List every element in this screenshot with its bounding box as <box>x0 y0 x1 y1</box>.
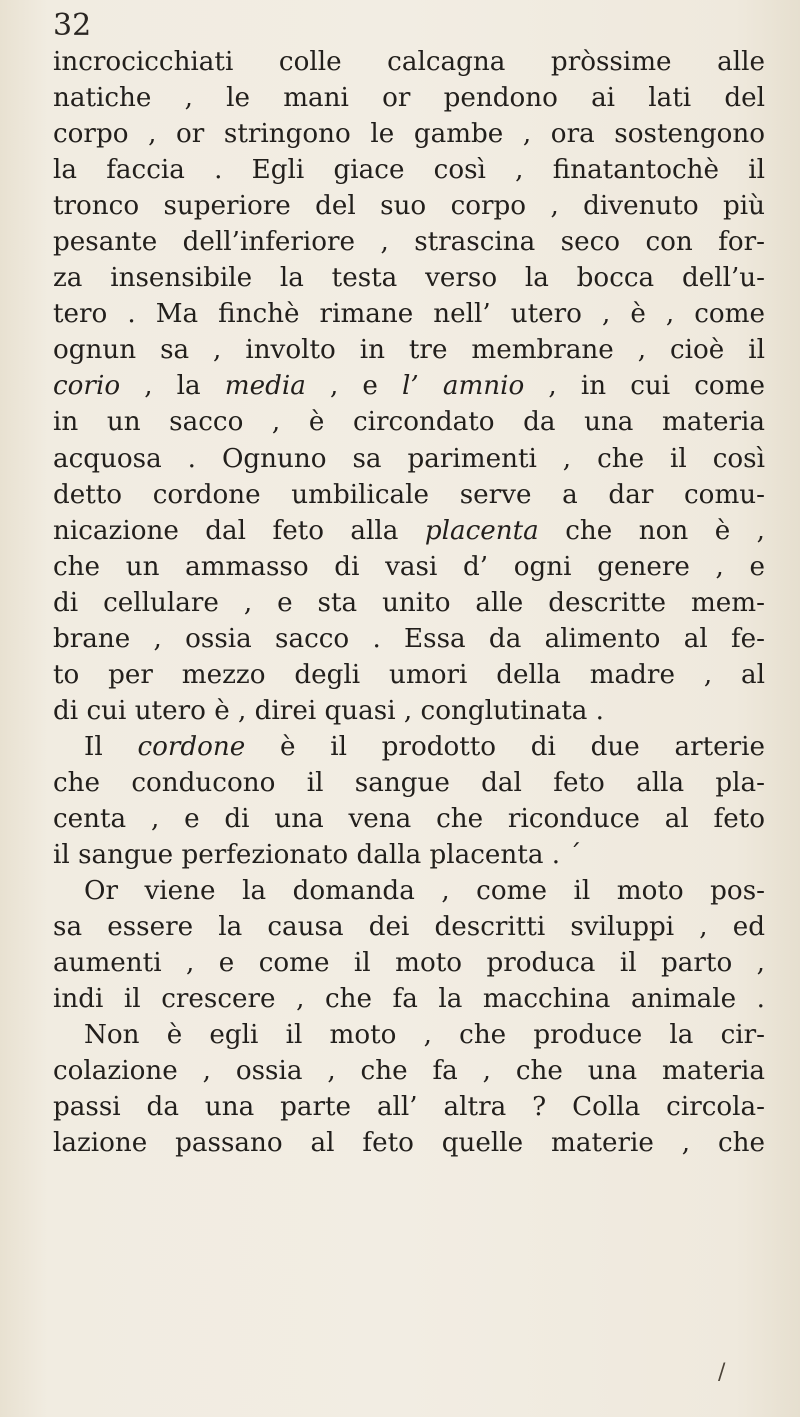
text-line: tero . Ma finchè rimane nell’ utero , è , come <box>53 299 765 330</box>
text-segment: che non è , <box>538 515 765 546</box>
italic-term-cordone: cordone <box>137 731 246 762</box>
text-line: natiche , le mani or pendono ai lati del <box>53 83 765 114</box>
text-line: brane , ossia sacco . Essa da alimento al fe- <box>53 623 765 654</box>
italic-term-media: media <box>224 371 306 402</box>
text-line: corpo , or stringono le gambe , ora sostengono <box>53 119 765 150</box>
text-line: pesante dell’inferiore , strascina seco con for- <box>53 227 765 258</box>
text-line: lazione passano al feto quelle materie , che <box>53 1128 765 1159</box>
text-line: di cellulare , e sta unito alle descritte mem- <box>53 587 765 618</box>
text-line: tronco superiore del suo corpo , divenuto più <box>53 191 765 222</box>
page-number: 32 <box>53 8 92 43</box>
text-line: Or viene la domanda , come il moto pos- <box>84 876 765 907</box>
text-segment: , e <box>305 371 403 402</box>
text-line: indi il crescere , che fa la macchina animale . <box>53 984 765 1015</box>
text-line: la faccia . Egli giace così , finatantochè il <box>53 155 765 186</box>
footer-mark: / <box>718 1360 726 1385</box>
text-line: Non è egli il moto , che produce la cir- <box>84 1020 765 1051</box>
text-line: ognun sa , involto in tre membrane , cioè il <box>53 335 765 366</box>
text-line: colazione , ossia , che fa , che una materia <box>53 1056 765 1087</box>
text-line: za insensibile la testa verso la bocca dell’u- <box>53 263 765 294</box>
text-segment: , in cui come <box>524 371 765 402</box>
text-line-with-italics <box>53 368 765 404</box>
body-text <box>53 44 765 1161</box>
text-line: di cui utero è , direi quasi , conglutinata . <box>53 695 605 726</box>
text-segment: è il prodotto di due arterie <box>245 731 765 762</box>
text-segment: Il <box>84 731 138 762</box>
text-line: centa , e di una vena che riconduce al feto <box>53 803 765 834</box>
text-segment: , la <box>120 371 225 402</box>
text-line: che un ammasso di vasi d’ ogni genere , e <box>53 551 765 582</box>
text-line: aumenti , e come il moto produca il parto , <box>53 948 765 979</box>
text-line: to per mezzo degli umori della madre , al <box>53 659 765 690</box>
text-line-with-italics <box>53 729 765 765</box>
text-line: in un sacco , è circondato da una materia <box>53 407 765 438</box>
text-line: incrocicchiati colle calcagna pròssime alle <box>53 47 765 77</box>
text-line-with-italics <box>53 513 765 549</box>
text-segment: nicazione dal feto alla <box>53 515 425 546</box>
italic-term-amnio: l’ amnio <box>402 371 525 402</box>
text-line: acquosa . Ognuno sa parimenti , che il così <box>53 443 765 474</box>
italic-term-placenta: placenta <box>424 515 539 546</box>
text-line: sa essere la causa dei descritti sviluppi , ed <box>53 912 765 943</box>
text-line: il sangue perfezionato dalla placenta . ´ <box>53 840 582 871</box>
italic-term-corio: corio <box>53 371 121 402</box>
text-line: detto cordone umbilicale serve a dar comu- <box>53 479 765 510</box>
text-line: che conducono il sangue dal feto alla pla- <box>53 767 765 798</box>
text-line: passi da una parte all’ altra ? Colla circola- <box>53 1092 765 1123</box>
